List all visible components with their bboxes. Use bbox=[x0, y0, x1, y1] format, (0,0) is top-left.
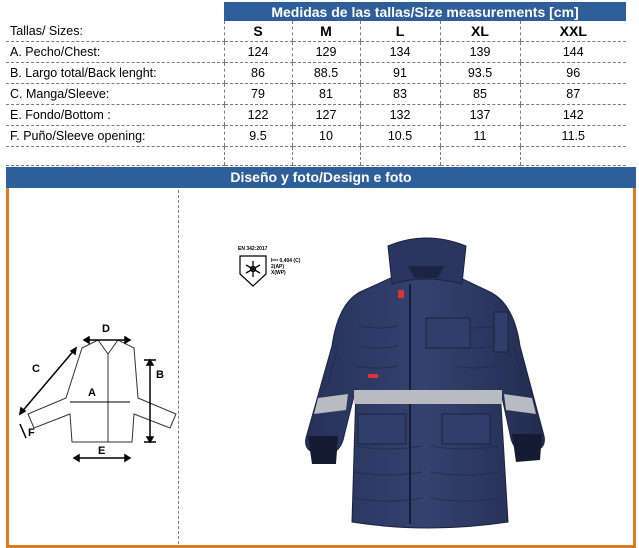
value-cell: 132 bbox=[360, 105, 440, 126]
label-c: C bbox=[32, 363, 40, 375]
empty-cell bbox=[6, 147, 224, 166]
lower-pocket-left bbox=[358, 414, 406, 444]
label-a: A bbox=[88, 387, 96, 399]
table-row bbox=[6, 42, 626, 63]
cert-wp: X(WP) bbox=[271, 270, 286, 276]
label-e: E bbox=[98, 445, 106, 457]
value-cell: 10.5 bbox=[360, 126, 440, 147]
cuff-right bbox=[512, 434, 542, 462]
row-label: B. Largo total/Back lenght: bbox=[6, 63, 224, 84]
label-f: F bbox=[28, 427, 35, 439]
table-corner bbox=[6, 2, 224, 21]
empty-cell bbox=[520, 147, 626, 166]
table-row bbox=[6, 63, 626, 84]
jacket-outline bbox=[28, 340, 176, 442]
value-cell: 87 bbox=[520, 84, 626, 105]
value-cell: 122 bbox=[224, 105, 292, 126]
size-cell: S bbox=[224, 21, 292, 42]
collar-tab bbox=[408, 266, 444, 278]
value-cell: 139 bbox=[440, 42, 520, 63]
row-label: F. Puño/Sleeve opening: bbox=[6, 126, 224, 147]
size-cell: XXL bbox=[520, 21, 626, 42]
collar-line bbox=[98, 340, 118, 354]
jacket-photo bbox=[298, 226, 553, 531]
value-cell: 81 bbox=[292, 84, 360, 105]
value-cell: 124 bbox=[224, 42, 292, 63]
label-d: D bbox=[102, 323, 110, 335]
value-cell: 129 bbox=[292, 42, 360, 63]
cuff-left bbox=[308, 436, 338, 464]
value-cell: 134 bbox=[360, 42, 440, 63]
size-cell: L bbox=[360, 21, 440, 42]
sleeve-pocket bbox=[494, 312, 508, 352]
size-cell: M bbox=[292, 21, 360, 42]
value-cell: 86 bbox=[224, 63, 292, 84]
row-label: C. Manga/Sleeve: bbox=[6, 84, 224, 105]
logo-tag bbox=[398, 290, 404, 298]
value-cell: 11 bbox=[440, 126, 520, 147]
value-cell: 127 bbox=[292, 105, 360, 126]
table-row bbox=[6, 126, 626, 147]
value-cell: 88.5 bbox=[292, 63, 360, 84]
size-cell: XL bbox=[440, 21, 520, 42]
empty-cell bbox=[440, 147, 520, 166]
measurement-diagram bbox=[10, 318, 186, 466]
value-cell: 93.5 bbox=[440, 63, 520, 84]
cert-standard: EN 342:2017 bbox=[238, 246, 268, 252]
table-empty-row bbox=[6, 147, 626, 166]
size-measurements-table bbox=[6, 2, 626, 166]
logo-tag bbox=[368, 374, 378, 378]
table-row bbox=[6, 105, 626, 126]
empty-cell bbox=[224, 147, 292, 166]
value-cell: 142 bbox=[520, 105, 626, 126]
value-cell: 10 bbox=[292, 126, 360, 147]
empty-cell bbox=[360, 147, 440, 166]
value-cell: 91 bbox=[360, 63, 440, 84]
value-cell: 96 bbox=[520, 63, 626, 84]
table-title: Medidas de las tallas/Size measurements [cm] bbox=[224, 2, 626, 21]
empty-cell bbox=[292, 147, 360, 166]
value-cell: 79 bbox=[224, 84, 292, 105]
row-label: E. Fondo/Bottom : bbox=[6, 105, 224, 126]
value-cell: 144 bbox=[520, 42, 626, 63]
cert-clo: Iᶜˡᵉʳ 0,404 (C) bbox=[271, 258, 301, 264]
table-row bbox=[6, 84, 626, 105]
value-cell: 137 bbox=[440, 105, 520, 126]
value-cell: 83 bbox=[360, 84, 440, 105]
row-label: A. Pecho/Chest: bbox=[6, 42, 224, 63]
value-cell: 9.5 bbox=[224, 126, 292, 147]
snowflake-shield-icon bbox=[238, 254, 268, 288]
label-b: B bbox=[156, 369, 164, 381]
value-cell: 85 bbox=[440, 84, 520, 105]
lower-pocket-right bbox=[442, 414, 490, 444]
value-cell: 11.5 bbox=[520, 126, 626, 147]
reflective-band bbox=[354, 390, 502, 404]
design-section-title: Diseño y foto/Design e foto bbox=[6, 167, 636, 188]
cert-ap: 2(AP) bbox=[271, 264, 285, 270]
sizes-label: Tallas/ Sizes: bbox=[6, 21, 224, 42]
sizes-row bbox=[6, 21, 626, 42]
chest-pocket bbox=[426, 318, 470, 348]
